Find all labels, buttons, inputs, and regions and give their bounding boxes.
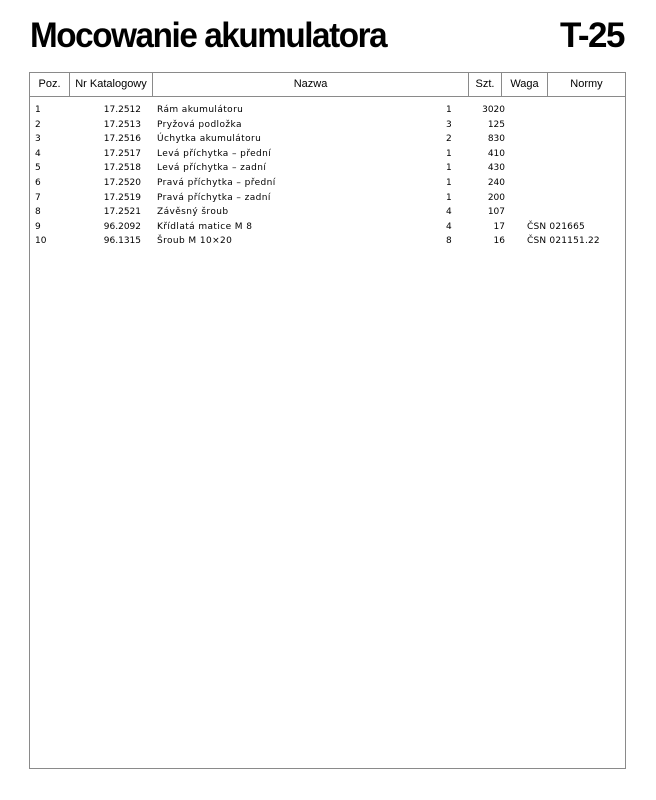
cell-catalog-number: 17.2519 bbox=[103, 192, 141, 203]
cell-catalog-number: 17.2520 bbox=[103, 177, 141, 188]
table-row bbox=[30, 132, 625, 147]
cell-name: Levá příchytka – přední bbox=[157, 148, 272, 159]
cell-weight: 240 bbox=[487, 177, 505, 188]
cell-catalog-number: 17.2517 bbox=[103, 148, 141, 159]
cell-weight: 107 bbox=[487, 207, 505, 218]
cell-quantity: 1 bbox=[446, 192, 452, 203]
page-title: Mocowanie akumulatora bbox=[30, 16, 387, 55]
table-row bbox=[30, 205, 625, 220]
cell-position: 5 bbox=[35, 163, 41, 174]
cell-quantity: 1 bbox=[446, 177, 452, 188]
table-row bbox=[30, 147, 625, 162]
cell-weight: 17 bbox=[493, 221, 505, 232]
table-row bbox=[30, 161, 625, 176]
parts-table bbox=[29, 72, 626, 769]
column-header-standards: Normy bbox=[570, 78, 603, 90]
column-header-quantity: Szt. bbox=[469, 73, 502, 96]
column-header-name: Nazwa bbox=[153, 73, 469, 96]
cell-catalog-number: 17.2516 bbox=[103, 134, 141, 145]
cell-quantity: 1 bbox=[446, 105, 452, 115]
table-row bbox=[30, 118, 625, 133]
cell-position: 6 bbox=[35, 177, 41, 188]
cell-quantity: 2 bbox=[446, 134, 452, 145]
cell-weight: 125 bbox=[487, 119, 505, 130]
cell-name: Pryžová podložka bbox=[157, 119, 242, 130]
table-row bbox=[30, 234, 625, 249]
table-row bbox=[30, 191, 625, 206]
cell-name: Úchytka akumulátoru bbox=[157, 134, 262, 145]
cell-position: 8 bbox=[35, 207, 41, 218]
cell-name: Závěsný šroub bbox=[157, 207, 229, 218]
column-header-catalog-number: Nr Katalogowy bbox=[70, 73, 153, 96]
section-code: T-25 bbox=[559, 16, 624, 55]
cell-weight: 200 bbox=[487, 192, 505, 203]
cell-quantity: 4 bbox=[446, 207, 452, 218]
cell-name: Šroub M 10×20 bbox=[157, 236, 233, 247]
cell-weight: 3020 bbox=[482, 105, 505, 115]
column-header-weight: Waga bbox=[502, 73, 548, 96]
cell-position: 9 bbox=[35, 221, 41, 232]
cell-name: Pravá příchytka – přední bbox=[157, 177, 276, 188]
cell-standard: ČSN 021665 bbox=[527, 221, 585, 232]
cell-name: Křídlatá matice M 8 bbox=[157, 221, 253, 232]
cell-quantity: 8 bbox=[446, 236, 452, 247]
cell-weight: 830 bbox=[487, 134, 505, 145]
cell-weight: 16 bbox=[493, 236, 505, 247]
cell-position: 3 bbox=[35, 134, 41, 145]
cell-catalog-number: 17.2513 bbox=[103, 119, 141, 130]
cell-weight: 430 bbox=[487, 163, 505, 174]
cell-standard: ČSN 021151.22 bbox=[527, 236, 600, 247]
cell-position: 10 bbox=[35, 236, 47, 247]
cell-name: Levá příchytka – zadní bbox=[157, 163, 267, 174]
table-row bbox=[30, 220, 625, 235]
table-header bbox=[30, 73, 625, 97]
cell-quantity: 4 bbox=[446, 221, 452, 232]
cell-catalog-number: 96.2092 bbox=[103, 221, 141, 232]
table-row bbox=[30, 103, 625, 118]
cell-catalog-number: 17.2521 bbox=[103, 207, 141, 218]
cell-position: 1 bbox=[35, 105, 41, 115]
cell-name: Rám akumulátoru bbox=[157, 105, 244, 115]
table-row bbox=[30, 176, 625, 191]
cell-position: 2 bbox=[35, 119, 41, 130]
cell-position: 7 bbox=[35, 192, 41, 203]
cell-quantity: 1 bbox=[446, 148, 452, 159]
cell-weight: 410 bbox=[487, 148, 505, 159]
cell-name: Pravá příchytka – zadní bbox=[157, 192, 271, 203]
cell-position: 4 bbox=[35, 148, 41, 159]
cell-quantity: 3 bbox=[446, 119, 452, 130]
table-body bbox=[30, 103, 625, 249]
cell-quantity: 1 bbox=[446, 163, 452, 174]
cell-catalog-number: 96.1315 bbox=[103, 236, 141, 247]
column-header-poz: Poz. bbox=[30, 73, 70, 96]
cell-catalog-number: 17.2512 bbox=[103, 105, 141, 115]
cell-catalog-number: 17.2518 bbox=[103, 163, 141, 174]
